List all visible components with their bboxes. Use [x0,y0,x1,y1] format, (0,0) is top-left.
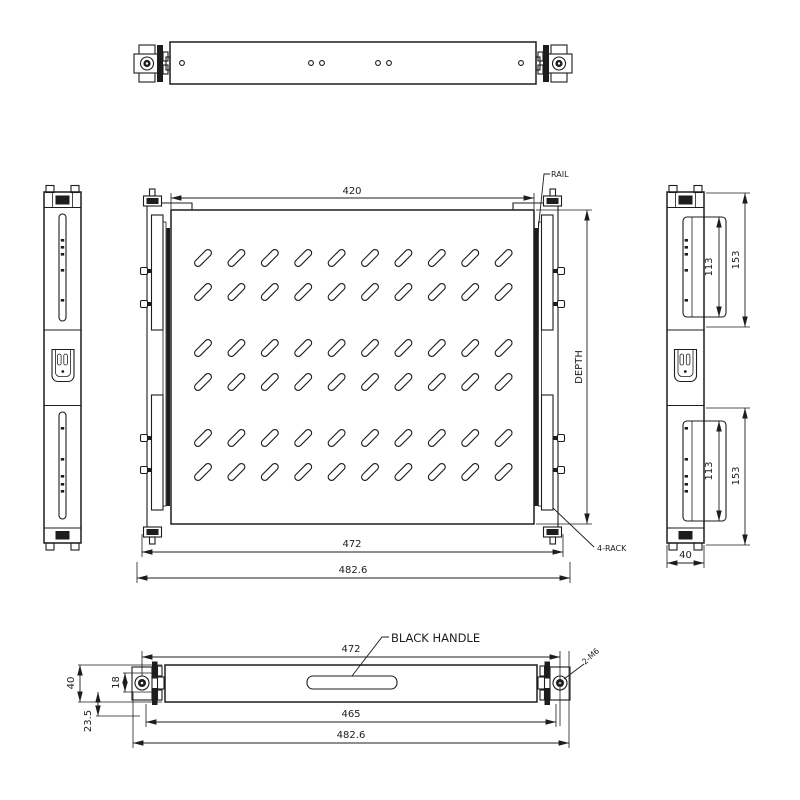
handle [307,676,397,689]
mount-hole [376,61,381,66]
shelf-slot [260,372,280,392]
shelf-slot [260,428,280,448]
svg-text:482.6: 482.6 [336,730,366,741]
rack-callout [553,508,627,553]
top-view [134,42,572,84]
slot-tick [685,458,688,461]
shelf-slot [227,372,247,392]
hook-bracket [675,350,697,382]
plan-view [137,170,627,583]
shelf-slot [293,248,313,268]
mount-hole [320,61,325,66]
slide-block [152,215,164,330]
svg-text:23.5: 23.5 [83,709,94,733]
svg-text:18: 18 [111,676,122,689]
shelf-slot [227,428,247,448]
shelf-slot [460,372,480,392]
slot-tick [685,246,688,249]
shelf-slot [193,428,213,448]
shelf-slot [227,248,247,268]
rail-peg [141,435,148,442]
rail-pegs-right [553,268,565,474]
shelf-slot [260,248,280,268]
slot-tick [61,253,64,256]
shelf-slot [394,282,414,302]
mount-hole [387,61,392,66]
shelf-slot [327,282,347,302]
slot-ticks-left [61,239,64,493]
slot-tick [685,483,688,486]
rail-pegs-left [141,268,153,474]
mount-hole [519,61,524,66]
rack-label: 4-RACK [597,544,627,553]
dimension-113-upper [704,217,719,317]
dimension-472-plan [142,534,563,557]
slot-grid [193,248,513,482]
slot-tick [61,246,64,249]
peg-stem [148,468,153,472]
shelf-slot [193,372,213,392]
left-side-view [44,186,81,551]
peg-stem [553,436,558,440]
slot-tick [685,475,688,478]
shelf-slot [427,248,447,268]
shelf-slot [427,372,447,392]
slot-tick [685,299,688,302]
slot-tick [61,490,64,493]
rail-peg [141,301,148,308]
shelf-slot [494,372,514,392]
shelf-slot [260,338,280,358]
shelf-slot [227,282,247,302]
rail-peg [558,467,565,474]
shelf-slot [327,338,347,358]
shelf-slot [327,428,347,448]
slot-ticks-right [685,239,688,493]
slide-rail-right [535,228,539,506]
shelf-slot [227,462,247,482]
peg-stem [553,468,558,472]
depth-label: DEPTH [574,350,585,384]
rail-peg [558,268,565,275]
shelf-slot [360,462,380,482]
shelf-slot [293,462,313,482]
shelf-slot [394,338,414,358]
svg-text:153: 153 [731,250,742,270]
shelf-slot [227,338,247,358]
shelf-slot [494,248,514,268]
shelf-plate [171,210,534,524]
shelf-slot [293,282,313,302]
shelf-slot [327,248,347,268]
handle-label: BLACK HANDLE [391,631,481,645]
shelf-slot [494,462,514,482]
shelf-slot [360,428,380,448]
shelf-slot [460,462,480,482]
dimension-23-front [83,692,140,732]
slot-tick [61,299,64,302]
right-side-view [667,186,750,569]
slide-block [542,215,554,330]
svg-text:40: 40 [66,676,77,690]
slot-tick [61,475,64,478]
rail-peg [558,435,565,442]
svg-text:113: 113 [704,257,715,277]
shelf-slot [460,248,480,268]
mount-hole [309,61,314,66]
slot-tick [61,269,64,272]
shelf-slot [327,462,347,482]
front-panel [165,665,537,702]
shelf-slot [360,248,380,268]
shelf-slot [193,282,213,302]
rail-peg [558,301,565,308]
shelf-slot [360,338,380,358]
slot-tick [685,269,688,272]
shelf-slot [394,428,414,448]
shelf-slot [260,462,280,482]
dim-text: 472 [342,539,362,550]
svg-text:153: 153 [731,466,742,486]
dimension-465-front [146,704,556,727]
peg-stem [148,436,153,440]
slot-tick [61,427,64,430]
dimension-depth [536,210,592,524]
rail-peg [141,467,148,474]
shelf-slot [494,282,514,302]
svg-text:113: 113 [704,461,715,481]
peg-stem [148,269,153,273]
shelf-slot [394,372,414,392]
slot-tick [685,253,688,256]
rail-right [535,189,565,544]
top-view-left-bracket [134,45,170,82]
shelf-slot [394,248,414,268]
rail-peg [141,268,148,275]
slot-tick [685,490,688,493]
dimension-482-plan [137,562,570,583]
shelf-slot [293,338,313,358]
shelf-slot [360,282,380,302]
shelf-slot [427,282,447,302]
shelf-slot [460,282,480,302]
shelf-slot [260,282,280,302]
shelf-slot [494,428,514,448]
shelf-slot [293,428,313,448]
mount-hole [180,61,185,66]
shelf-slot [460,338,480,358]
svg-text:40: 40 [679,550,692,561]
shelf-slot [394,462,414,482]
front-right-bracket [538,662,570,706]
shelf-slot [427,462,447,482]
peg-stem [553,302,558,306]
shelf-slot [360,372,380,392]
peg-stem [148,302,153,306]
dimension-113-lower [704,421,719,521]
rail-label: RAIL [551,170,569,179]
front-view [66,631,601,748]
shelf-slot [193,248,213,268]
rail-left [141,189,171,544]
dimension-40-side [667,545,704,568]
adjust-slot [59,214,66,321]
shelf-slot [293,372,313,392]
slot-tick [61,483,64,486]
screw-label: 2-M6 [580,646,602,667]
dimension-420 [171,186,534,209]
svg-text:465: 465 [341,709,361,720]
peg-stem [553,269,558,273]
shelf-slot [460,428,480,448]
shelf-slot [193,462,213,482]
slot-tick [61,239,64,242]
top-view-body [170,42,536,84]
top-view-right-bracket [536,45,572,82]
slide-block [542,395,554,510]
shelf-slot [427,338,447,358]
svg-text:472: 472 [341,644,361,655]
slot-tick [685,427,688,430]
handle-callout [352,631,480,676]
slide-rail-left [167,228,171,506]
slide-block [152,395,164,510]
slot-tick [685,239,688,242]
dim-text: 420 [342,186,362,197]
slot-tick [61,458,64,461]
shelf-slot [427,428,447,448]
hook-bracket [52,350,74,382]
shelf-slot [193,338,213,358]
shelf-slot [327,372,347,392]
dim-text: 482.6 [338,565,368,576]
front-left-bracket [132,662,164,706]
shelf-slot [494,338,514,358]
